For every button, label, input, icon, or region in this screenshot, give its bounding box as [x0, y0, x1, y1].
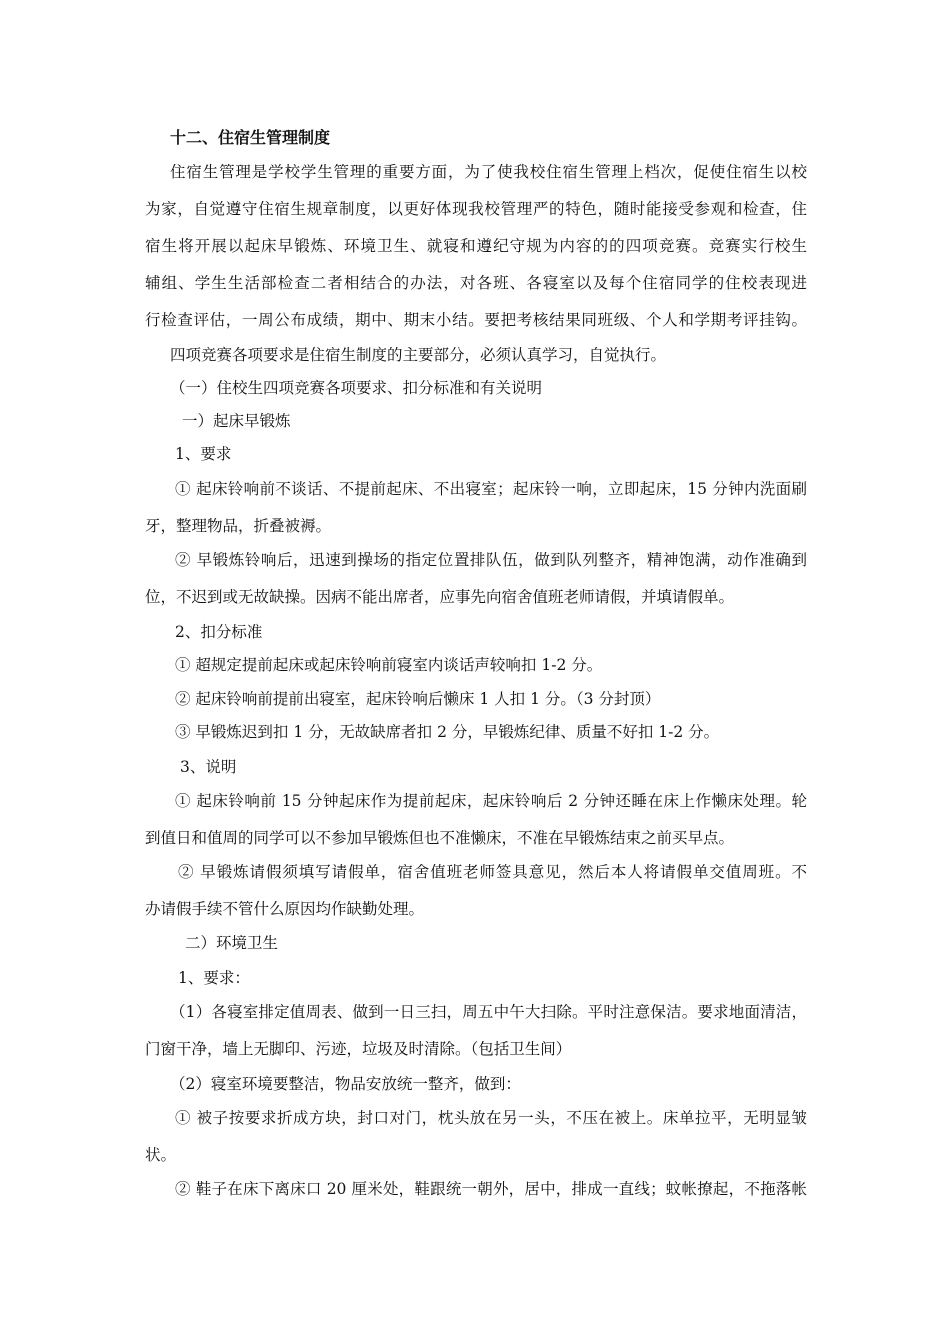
- paragraph-line: 门窗干净，墙上无脚印、污迹，垃圾及时清除。（包括卫生间）: [145, 1040, 572, 1058]
- paragraph-line: 辅组、学生生活部检查二者相结合的办法，对各班、各寝室以及每个住宿同学的住校表现进: [145, 274, 807, 292]
- paragraph-line: 宿生将开展以起床早锻炼、环境卫生、就寝和遵纪守规为内容的的四项竞赛。竞赛实行校生: [145, 237, 807, 255]
- paragraph-line: 住宿生管理是学校学生管理的重要方面，为了使我校住宿生管理上档次，促使住宿生以校: [170, 163, 807, 181]
- item-heading: 3、说明: [180, 758, 237, 776]
- paragraph-line: 牙，整理物品，折叠被褥。: [145, 517, 332, 535]
- item-heading: 2、扣分标准: [175, 623, 263, 641]
- item-heading: 一）起床早锻炼: [182, 412, 291, 430]
- paragraph-line: 办请假手续不管什么原因均作缺勤处理。: [145, 900, 425, 918]
- paragraph-line: ① 起床铃响前不谈话、不提前起床、不出寝室；起床铃一响，立即起床，15 分钟内洗面刷: [175, 480, 807, 498]
- section-heading: 十二、住宿生管理制度: [170, 128, 331, 147]
- paragraph-line: ② 早锻炼请假须填写请假单，宿舍值班老师签具意见，然后本人将请假单交值周班。不: [178, 863, 807, 881]
- item-heading: 二）环境卫生: [185, 934, 279, 952]
- paragraph-line: 四项竞赛各项要求是住宿生制度的主要部分，必须认真学习，自觉执行。: [170, 346, 667, 364]
- paragraph-line: 为家，自觉遵守住宿生规章制度，以更好体现我校管理严的特色，随时能接受参观和检查，住: [145, 200, 807, 218]
- paragraph-line: ① 超规定提前起床或起床铃响前寝室内谈话声较响扣 1-2 分。: [175, 656, 603, 674]
- paragraph-line: ② 鞋子在床下离床口 20 厘米处，鞋跟统一朝外，居中，排成一直线；蚊帐撩起，不拖落帐: [175, 1180, 807, 1198]
- paragraph-line: （2）寝室环境要整洁，物品安放统一整齐，做到：: [170, 1075, 521, 1093]
- paragraph-line: ③ 早锻炼迟到扣 1 分，无故缺席者扣 2 分，早锻炼纪律、质量不好扣 1-2 分。: [175, 723, 720, 741]
- paragraph-line: 状。: [145, 1146, 177, 1164]
- paragraph-line: ① 起床铃响前 15 分钟起床作为提前起床，起床铃响后 2 分钟还睡在床上作懒床处理。轮: [175, 792, 807, 810]
- paragraph-line: 到值日和值周的同学可以不参加早锻炼但也不准懒床，不准在早锻炼结束之前买早点。: [145, 829, 735, 847]
- paragraph-line: ① 被子按要求折成方块，封口对门，枕头放在另一头，不压在被上。床单拉平，无明显皱: [175, 1109, 807, 1127]
- paragraph-line: 位，不迟到或无故缺操。因病不能出席者，应事先向宿舍值班老师请假，并填请假单。: [145, 588, 735, 606]
- item-heading: 1、要求：: [178, 969, 250, 987]
- paragraph-line: 行检查评估，一周公布成绩，期中、期末小结。要把考核结果同班级、个人和学期考评挂钩。: [145, 311, 807, 329]
- subsection-heading: （一）住校生四项竞赛各项要求、扣分标准和有关说明: [170, 379, 543, 397]
- paragraph-line: ② 早锻炼铃响后，迅速到操场的指定位置排队伍，做到队列整齐，精神饱满，动作准确到: [175, 551, 807, 569]
- paragraph-line: ② 起床铃响前提前出寝室，起床铃响后懒床 1 人扣 1 分。（3 分封顶）: [175, 690, 661, 708]
- paragraph-line: （1）各寝室排定值周表、做到一日三扫，周五中午大扫除。平时注意保洁。要求地面清洁，: [170, 1003, 807, 1021]
- item-heading: 1、要求: [175, 445, 232, 463]
